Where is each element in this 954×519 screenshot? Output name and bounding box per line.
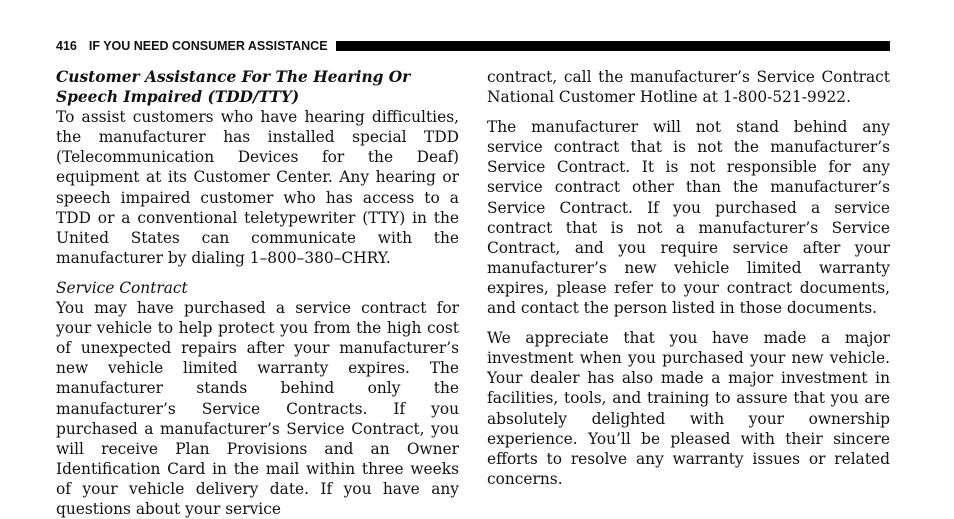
left-column: [56, 67, 459, 519]
service-contract-paragraph: You may have purchased a service contract for your vehicle to help protect you from the high cost of unexpected repairs after your manufacturer’s new vehicle limited warranty expires. The manufacturer stands behind only the manufacturer’s Service Contracts. If you purchased a manufacturer’s Service Contract, you will receive Plan Provisions and an Owner Identification Card in the mail within three weeks of your vehicle delivery date. If you have any questions about your service: [56, 299, 459, 518]
appreciate-paragraph: We appreciate that you have made a major investment when you purchased your new vehicle. Your dealer has also made a major investment in facilities, tools, and training to assure that you are absolutely delighted with your ownership experience. You’ll be pleased with their sincere efforts to resolve any warranty issues or related concerns.: [487, 329, 890, 488]
stand-behind-paragraph: The manufacturer will not stand behind any service contract that is not the manufacturer’s Service Contract. It is not responsible for any service contract other than the manufacturer’s Service Contract. If you purchased a service contract that is not a manufacturer’s Service Contract, and you require service after your manufacturer’s new vehicle limited warranty expires, please refer to your contract documents, and contact the person listed in those documents.: [487, 118, 890, 318]
paragraph-gap: [487, 107, 890, 117]
tdd-heading: Customer Assistance For The Hearing Or Speech Impaired (TDD/TTY): [56, 68, 411, 107]
section-title: IF YOU NEED CONSUMER ASSISTANCE: [88, 39, 328, 53]
header-rule: [336, 41, 890, 51]
page-header: [56, 38, 890, 54]
right-column: [487, 67, 890, 489]
tdd-paragraph: To assist customers who have hearing difficulties, the manufacturer has installed special TDD (Telecommunication Devices for the Deaf) equipment at its Customer Center. Any hearing or speech impaired customer who has access to a TDD or a conventional teletypewriter (TTY) in the United States can communicate with the manufacturer by dialing 1–800–380–CHRY.: [56, 108, 459, 267]
paragraph-gap: [487, 318, 890, 328]
service-contract-heading: Service Contract: [56, 278, 188, 297]
page-number: 416: [56, 39, 77, 53]
hotline-continuation-paragraph: contract, call the manufacturer’s Service Contract National Customer Hotline at 1-800-521-9922.: [487, 68, 890, 107]
paragraph-gap: [56, 268, 459, 278]
